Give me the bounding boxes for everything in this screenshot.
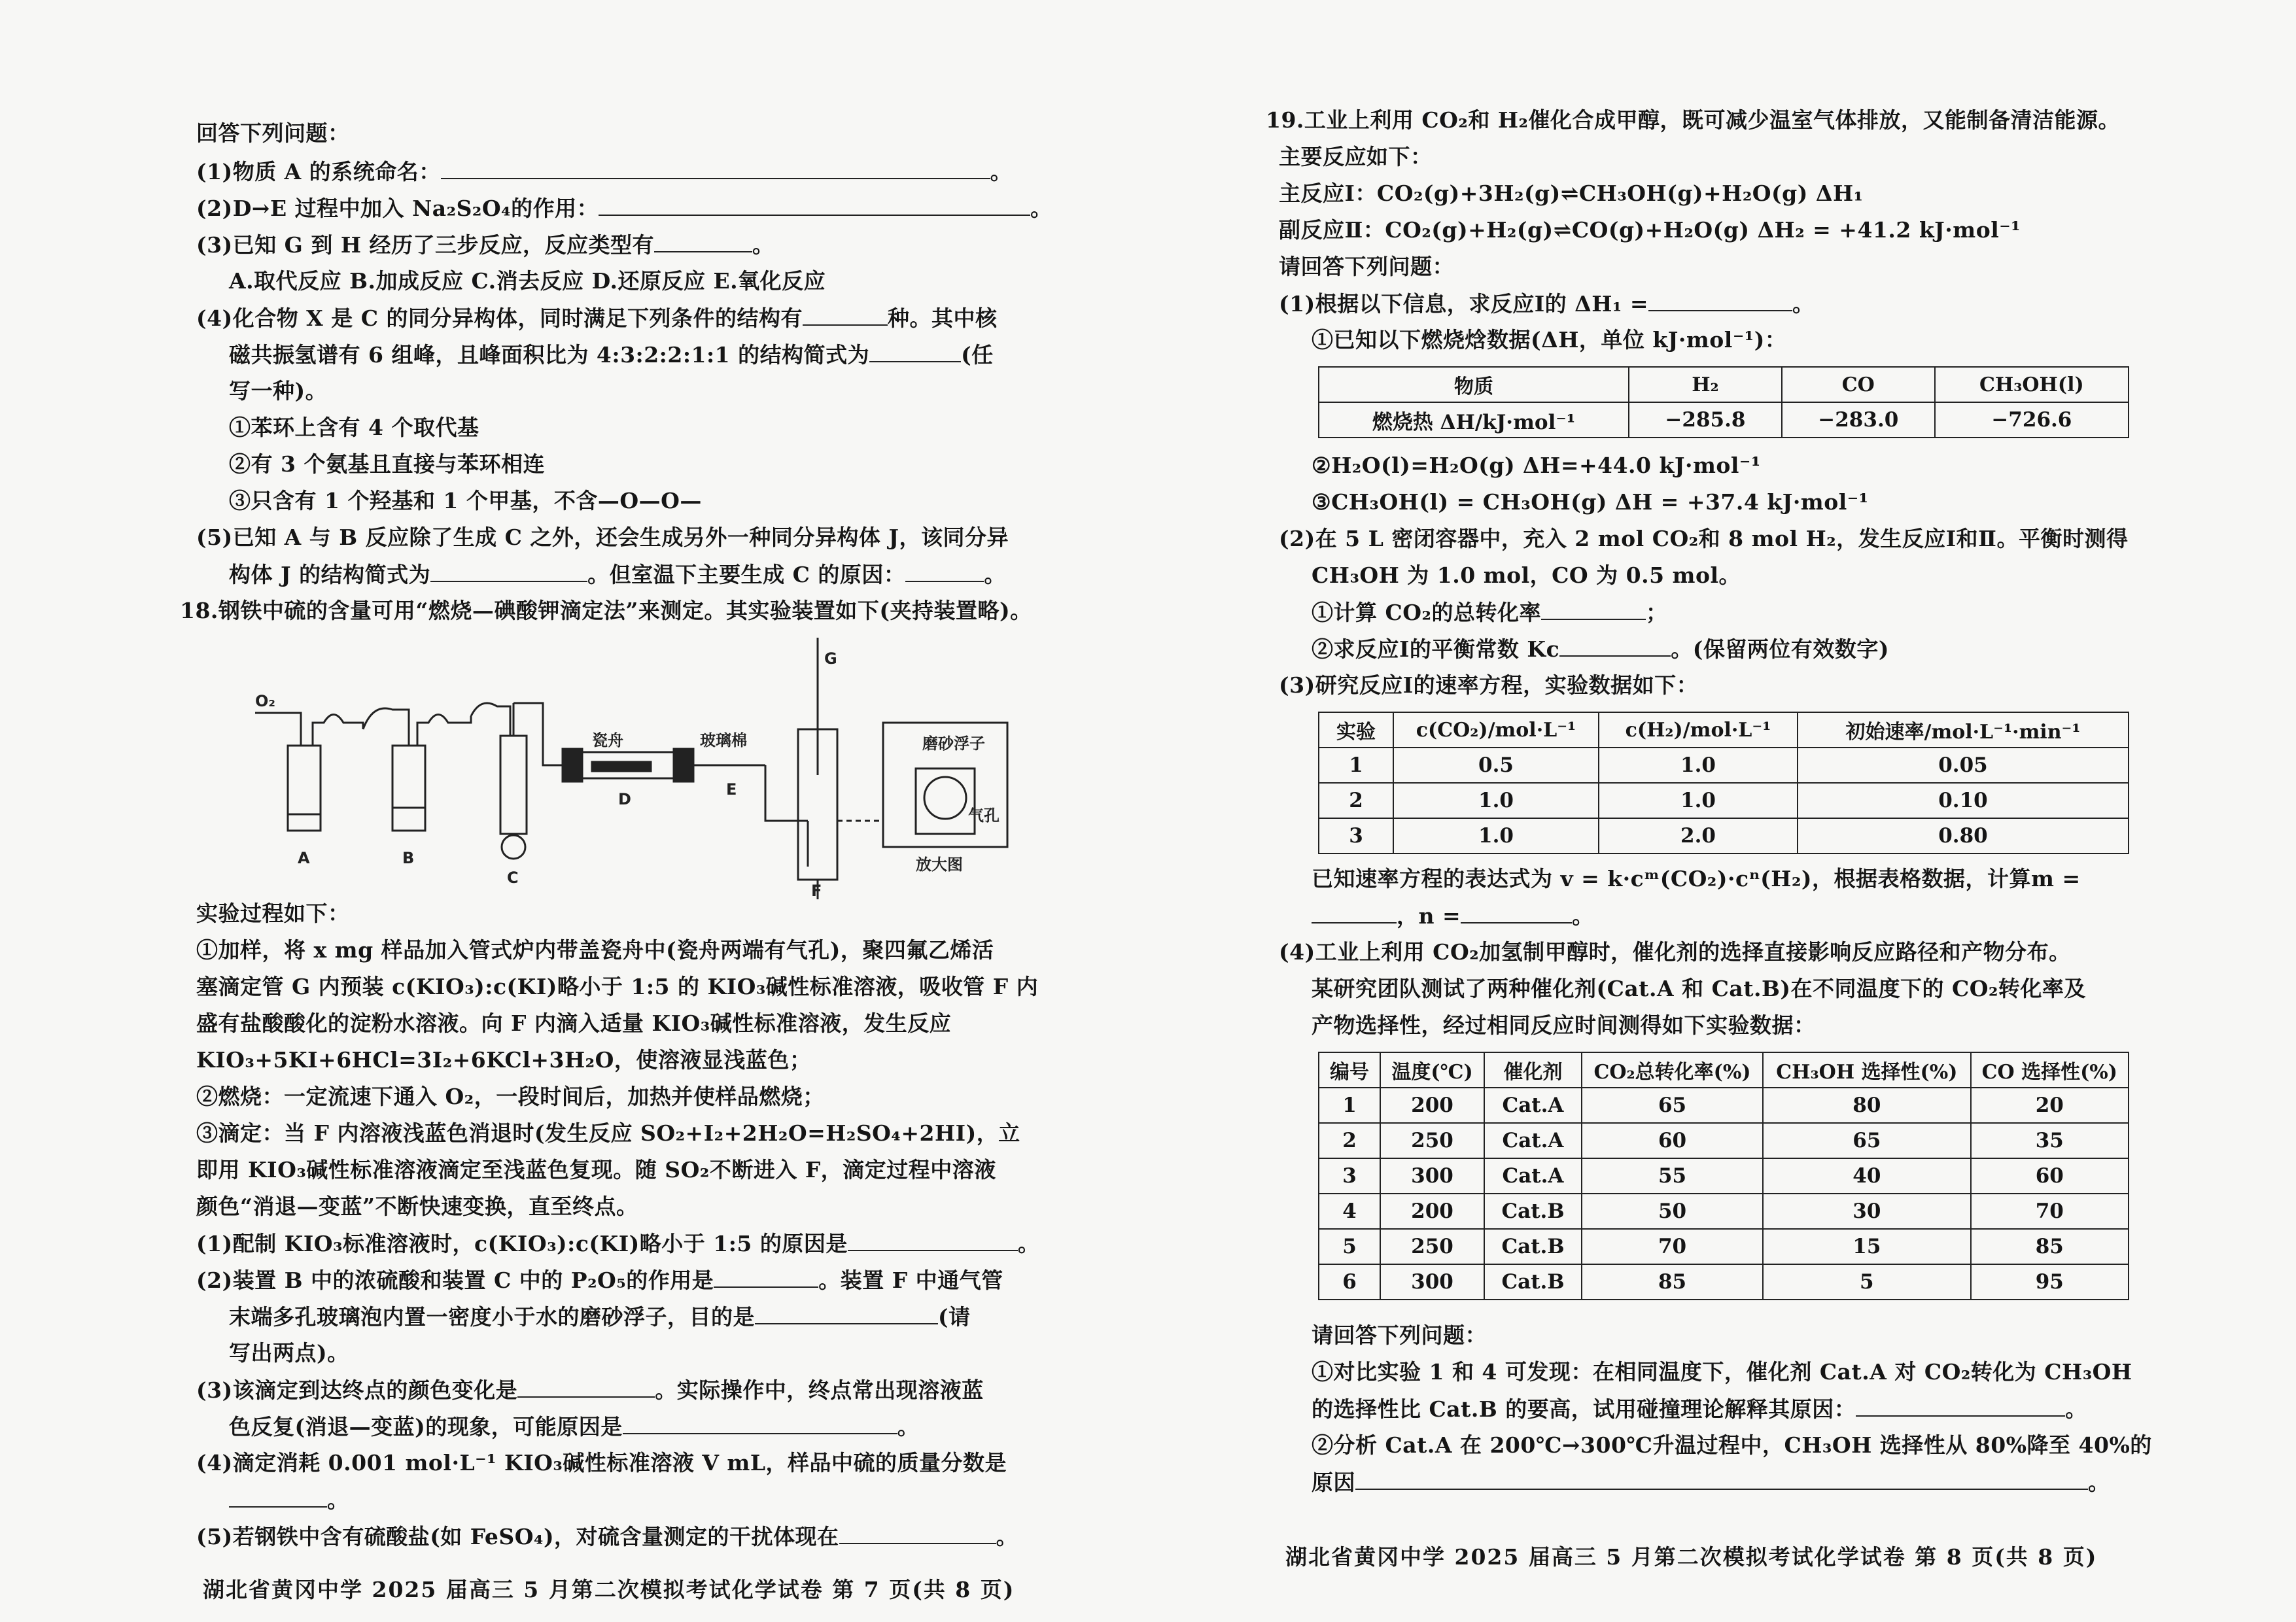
q19-3: (3)研究反应Ⅰ的速率方程，实验数据如下： bbox=[1279, 672, 1699, 698]
combustion-table: 物质 H₂ CO CH₃OH(l) 燃烧热 ΔH/kJ·mol⁻¹ −285.8 −283.0 −726.6 bbox=[1318, 366, 2129, 438]
q18-5: (5)若钢铁中含有硫酸盐(如 FeSO₄)，对硫含量测定的干扰体现在 。 bbox=[196, 1522, 1018, 1551]
q18-2-b: 末端多孔玻璃泡内置一密度小于水的磨砂浮子，目的是 (请 bbox=[229, 1302, 971, 1332]
q19-1-info3: ③CH₃OH(l) = CH₃OH(g) ΔH = +37.4 kJ·mol⁻¹ bbox=[1312, 489, 1869, 515]
exam-page-8 bbox=[1266, 0, 2152, 1622]
q18-4-b: 。 bbox=[229, 1485, 349, 1515]
svg-text:F: F bbox=[811, 882, 822, 899]
procedure-2: ②燃烧：一定流速下通入 O₂，一段时间后，加热并使样品燃烧； bbox=[196, 1084, 825, 1109]
q18-2: (2)装置 B 中的浓硫酸和装置 C 中的 P₂O₅的作用是 。装置 F 中通气管 bbox=[196, 1266, 1003, 1295]
answer-blank[interactable] bbox=[517, 1375, 655, 1398]
q17-5-b: 构体 J 的结构简式为 。但室温下主要生成 C 的原因： 。 bbox=[229, 560, 1006, 589]
q17-4-cond1: ①苯环上含有 4 个取代基 bbox=[229, 415, 479, 440]
svg-text:B: B bbox=[402, 849, 415, 867]
svg-text:A: A bbox=[298, 849, 310, 867]
q17-4-b: 磁共振氢谱有 6 组峰，且峰面积比为 4:3:2:2:1:1 的结构简式为 (任 bbox=[229, 340, 994, 370]
exam-page-7 bbox=[180, 0, 1073, 1622]
answer-blank[interactable] bbox=[1559, 634, 1671, 657]
answer-blank[interactable] bbox=[441, 157, 990, 179]
q19-4-2: ②分析 Cat.A 在 200℃→300℃升温过程中，CH₃OH 选择性从 80%降至 40%的 bbox=[1312, 1432, 2152, 1458]
answer-blank[interactable] bbox=[755, 1302, 938, 1324]
q18-1: (1)配制 KIO₃标准溶液时，c(KIO₃):c(KI)略小于 1:5 的原因是 。 bbox=[196, 1229, 1039, 1258]
answer-blank[interactable] bbox=[1541, 598, 1646, 620]
svg-text:磨砂浮子: 磨砂浮子 bbox=[922, 734, 985, 753]
q17-4-c: 写一种)。 bbox=[229, 378, 328, 404]
page-footer-right: 湖北省黄冈中学 2025 届高三 5 月第二次模拟考试化学试卷 第 8 页(共 8 页) bbox=[1285, 1544, 2098, 1570]
q19-1: (1)根据以下信息，求反应Ⅰ的 ΔH₁ = 。 bbox=[1279, 289, 1815, 319]
svg-text:D: D bbox=[618, 790, 631, 808]
q19-2-1: ①计算 CO₂的总转化率 ； bbox=[1312, 598, 1667, 627]
answer-blank[interactable] bbox=[869, 340, 961, 362]
svg-text:C: C bbox=[507, 869, 519, 887]
answer-blank[interactable] bbox=[839, 1522, 996, 1544]
answer-blank[interactable] bbox=[430, 560, 587, 582]
q18-4: (4)滴定消耗 0.001 mol·L⁻¹ KIO₃碱性标准溶液 V mL，样品中硫的质量分数是 bbox=[196, 1450, 1007, 1475]
procedure-1b: 塞滴定管 G 内预装 c(KIO₃):c(KI)略小于 1:5 的 KIO₃碱性标准溶液，吸收管 F 内 bbox=[196, 974, 1039, 999]
q18-title: 18.钢铁中硫的含量可用“燃烧—碘酸钾滴定法”来测定。其实验装置如下(夹持装置略)。 bbox=[180, 598, 1032, 623]
q19-2-2: ②求反应Ⅰ的平衡常数 Kc 。(保留两位有效数字) bbox=[1312, 634, 1889, 664]
svg-text:O₂: O₂ bbox=[255, 692, 275, 710]
answer-blank[interactable] bbox=[848, 1229, 1018, 1251]
q17-3: (3)已知 G 到 H 经历了三步反应，反应类型有 。 bbox=[196, 230, 774, 260]
rate-table: 实验 c(CO₂)/mol·L⁻¹ c(H₂)/mol·L⁻¹ 初始速率/mol·L⁻¹·min⁻¹ 1 0.5 1.0 0.05 2 1.0 1.0 0.10 3 1.0 2.0 0.80 bbox=[1318, 712, 2129, 854]
procedure-title: 实验过程如下： bbox=[196, 901, 350, 926]
answer-blank[interactable] bbox=[599, 194, 1030, 216]
answer-blank[interactable] bbox=[1856, 1394, 2065, 1417]
q19-4-answer-intro: 请回答下列问题： bbox=[1312, 1322, 1487, 1348]
q19-3-rate-law: 已知速率方程的表达式为 v = k·cᵐ(CO₂)·cⁿ(H₂)，根据表格数据，计算m = bbox=[1312, 866, 2081, 891]
answer-blank[interactable] bbox=[1461, 901, 1572, 923]
svg-text:玻璃棉: 玻璃棉 bbox=[700, 731, 747, 750]
procedure-3b: 即用 KIO₃碱性标准溶液滴定至浅蓝色复现。随 SO₂不断进入 F，滴定过程中溶液 bbox=[196, 1157, 996, 1182]
q19-main-reaction: 主反应Ⅰ：CO₂(g)+3H₂(g)⇌CH₃OH(g)+H₂O(g) ΔH₁ bbox=[1279, 181, 1864, 206]
q18-3-b: 色反复(消退—变蓝)的现象，可能原因是 。 bbox=[229, 1412, 919, 1441]
answer-blank[interactable] bbox=[1312, 901, 1397, 923]
q17-5: (5)已知 A 与 B 反应除了生成 C 之外，还会生成另外一种同分异构体 J，该同分异 bbox=[196, 525, 1009, 550]
table-row: 6 300 Cat.B 85 5 95 bbox=[1319, 1264, 2129, 1300]
table-row: 2 250 Cat.A 60 65 35 bbox=[1319, 1123, 2129, 1158]
procedure-1c: 盛有盐酸酸化的淀粉水溶液。向 F 内滴入适量 KIO₃碱性标准溶液，发生反应 bbox=[196, 1010, 952, 1036]
answer-blank[interactable] bbox=[1648, 289, 1792, 311]
q17-4: (4)化合物 X 是 C 的同分异构体，同时满足下列条件的结构有 种。其中核 bbox=[196, 303, 998, 333]
table-row: 1 200 Cat.A 65 80 20 bbox=[1319, 1088, 2129, 1123]
q19-reactions-title: 主要反应如下： bbox=[1279, 144, 1433, 169]
table-row: 3 1.0 2.0 0.80 bbox=[1319, 818, 2129, 854]
procedure-1a: ①加样，将 x mg 样品加入管式炉内带盖瓷舟中(瓷舟两端有气孔)，聚四氟乙烯活 bbox=[196, 937, 994, 963]
svg-text:E: E bbox=[726, 780, 737, 799]
svg-text:瓷舟: 瓷舟 bbox=[592, 731, 623, 750]
answer-blank[interactable] bbox=[654, 230, 752, 252]
q19-4-1-b: 的选择性比 Cat.B 的要高，试用碰撞理论解释其原因： 。 bbox=[1312, 1394, 2087, 1424]
answer-blank[interactable] bbox=[1355, 1468, 2088, 1490]
answer-blank[interactable] bbox=[623, 1412, 897, 1434]
q19-4-c: 产物选择性，经过相同反应时间测得如下实验数据： bbox=[1312, 1012, 1816, 1038]
answer-blank[interactable] bbox=[905, 560, 984, 582]
answer-blank[interactable] bbox=[229, 1485, 327, 1508]
q19-4-2-b: 原因 。 bbox=[1312, 1468, 2110, 1497]
table-row: 2 1.0 1.0 0.10 bbox=[1319, 783, 2129, 818]
svg-text:G: G bbox=[824, 649, 837, 668]
q19-4-1: ①对比实验 1 和 4 可发现：在相同温度下，催化剂 Cat.A 对 CO₂转化为 CH₃OH bbox=[1312, 1359, 2132, 1385]
svg-text:气孔: 气孔 bbox=[968, 806, 1000, 825]
q19-title: 19.工业上利用 CO₂和 H₂催化合成甲醇，既可减少温室气体排放，又能制备清洁能源。 bbox=[1266, 107, 2120, 133]
q17-1: (1)物质 A 的系统命名： 。 bbox=[196, 157, 1012, 186]
q19-4-b: 某研究团队测试了两种催化剂(Cat.A 和 Cat.B)在不同温度下的 CO₂转化率及 bbox=[1312, 976, 2086, 1001]
table-row: 3 300 Cat.A 55 40 60 bbox=[1319, 1158, 2129, 1194]
q19-3-mn: ，n = 。 bbox=[1312, 901, 1594, 931]
q19-side-reaction: 副反应Ⅱ：CO₂(g)+H₂(g)⇌CO(g)+H₂O(g) ΔH₂ = +41.2 kJ·mol⁻¹ bbox=[1279, 217, 2021, 243]
q17-3-options: A.取代反应 B.加成反应 C.消去反应 D.还原反应 E.氧化反应 bbox=[229, 268, 826, 294]
catalyst-table: 编号 温度(℃) 催化剂 CO₂总转化率(%) CH₃OH 选择性(%) CO 选择性(%) 1 200 Cat.A 65 80 20 2 250 Cat.A 60 65 35 3 300 Cat.A 55 40 60 4 200 Cat.B 50 30 70 5 250 Cat.B 70 15 85 6 300 Cat.B 85 5 95 bbox=[1318, 1052, 2129, 1300]
procedure-3c: 颜色“消退—变蓝”不断快速变换，直至终点。 bbox=[196, 1194, 638, 1219]
q18-3: (3)该滴定到达终点的颜色变化是 。实际操作中，终点常出现溶液蓝 bbox=[196, 1375, 984, 1405]
q18-2-c: 写出两点)。 bbox=[229, 1340, 349, 1366]
table-row: 4 200 Cat.B 50 30 70 bbox=[1319, 1194, 2129, 1229]
procedure-1d: KIO₃+5KI+6HCl=3I₂+6KCl+3H₂O，使溶液显浅蓝色； bbox=[196, 1047, 812, 1073]
answer-blank[interactable] bbox=[714, 1266, 818, 1288]
q19-answer-intro: 请回答下列问题： bbox=[1279, 254, 1454, 279]
table-row: 1 0.5 1.0 0.05 bbox=[1319, 748, 2129, 783]
svg-text:放大图: 放大图 bbox=[916, 855, 963, 874]
q19-1-info2: ②H₂O(l)=H₂O(g) ΔH=+44.0 kJ·mol⁻¹ bbox=[1312, 453, 1761, 478]
q19-1-info: ①已知以下燃烧焓数据(ΔH，单位 kJ·mol⁻¹)： bbox=[1312, 327, 1787, 353]
q17-4-cond2: ②有 3 个氨基且直接与苯环相连 bbox=[229, 451, 545, 477]
procedure-3a: ③滴定：当 F 内溶液浅蓝色消退时(发生反应 SO₂+I₂+2H₂O=H₂SO₄+2HI)，立 bbox=[196, 1120, 1020, 1146]
q19-4: (4)工业上利用 CO₂加氢制甲醇时，催化剂的选择直接影响反应路径和产物分布。 bbox=[1279, 939, 2071, 965]
q19-2: (2)在 5 L 密闭容器中，充入 2 mol CO₂和 8 mol H₂，发生反应Ⅰ和Ⅱ。平衡时测得 bbox=[1279, 526, 2129, 551]
answer-intro: 回答下列问题： bbox=[196, 120, 350, 146]
page-footer-left: 湖北省黄冈中学 2025 届高三 5 月第二次模拟考试化学试卷 第 7 页(共 8 页) bbox=[203, 1577, 1015, 1602]
apparatus-diagram bbox=[255, 625, 1040, 899]
q19-2-b: CH₃OH 为 1.0 mol，CO 为 0.5 mol。 bbox=[1312, 562, 1741, 588]
q17-4-cond3: ③只含有 1 个羟基和 1 个甲基，不含—O—O— bbox=[229, 488, 702, 513]
answer-blank[interactable] bbox=[803, 303, 888, 326]
table-row: 5 250 Cat.B 70 15 85 bbox=[1319, 1229, 2129, 1264]
q17-2: (2)D→E 过程中加入 Na₂S₂O₄的作用： 。 bbox=[196, 194, 1052, 223]
